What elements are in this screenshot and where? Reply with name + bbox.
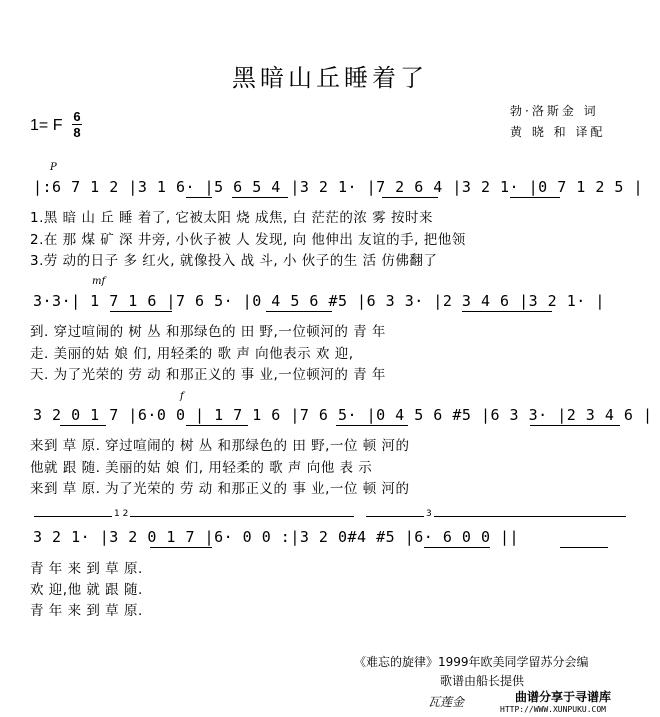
notation-line-1: |:6 7 1 2 |3 1 6· |5 6 5 4 |3 2 1· |7 2 6 4 |3 2 1· |0 7 1 2 5 | (33, 178, 643, 196)
dynamic-f: f (180, 391, 184, 402)
lyric-line-2-verse-2: 走. 美丽的姑 娘 们, 用轻柔的 歌 声 向他表示 欢 迎, (30, 346, 354, 362)
provider-credit: 歌谱由船长提供 (440, 674, 525, 688)
source-credit: 《难忘的旋律》1999年欧美同学留苏分会编 (354, 655, 589, 669)
volta-label-1-2: 1 2 (114, 509, 129, 519)
beam-3b (186, 425, 248, 426)
notation-line-2: 3·3·| 1 7 1 6 |7 6 5· |0 4 5 6 #5 |6 3 3· |2 3 4 6 |3 2 1· | (33, 292, 605, 310)
volta-label-3: 3 (426, 509, 432, 519)
signature: 瓦莲金 (428, 695, 465, 709)
dynamic-p: P (50, 162, 57, 173)
beam-3a (60, 425, 106, 426)
volta-bracket-1-2 (34, 516, 354, 517)
lyric-line-3-verse-2: 他就 跟 随. 美丽的姑 娘 们, 用轻柔的 歌 声 向他 表 示 (30, 460, 373, 476)
watermark-url: HTTP://WWW.XUNPUKU.COM (500, 705, 606, 714)
lyric-line-3-verse-1: 来到 草 原. 穿过喧闹的 树 丛 和那绿色的 田 野,一位 顿 河的 (30, 438, 410, 454)
lyric-line-4-verse-1: 青 年 来 到 草 原. (30, 561, 143, 577)
lyric-line-4-verse-3: 青 年 来 到 草 原. (30, 603, 143, 619)
translator-credit: 黄 晓 和 译配 (510, 125, 606, 139)
beam-1c (382, 197, 438, 198)
beam-3d (530, 425, 620, 426)
volta-bracket-3 (366, 516, 626, 517)
lyricist-credit: 勃·洛斯金 词 (510, 104, 599, 118)
time-signature-top: 6 (73, 109, 81, 124)
lyric-line-1-verse-3: 3.劳 动的日子 多 红火, 就像投入 战 斗, 小 伙子的生 活 仿佛翻了 (30, 253, 438, 269)
beam-4b (424, 547, 490, 548)
song-title: 黑暗山丘睡着了 (232, 64, 428, 92)
beam-4c (560, 547, 608, 548)
beam-3c (336, 425, 408, 426)
beam-1b (232, 197, 288, 198)
key-signature: 1= F (30, 117, 63, 134)
lyric-line-4-verse-2: 欢 迎,他 就 跟 随. (30, 582, 143, 598)
notation-line-3: 3 2 0 1 7 |6·0 0 | 1 7 1 6 |7 6 5· |0 4 5 6 #5 |6 3 3· |2 3 4 6 | (33, 406, 653, 424)
beam-2b (266, 311, 332, 312)
beam-4a (150, 547, 212, 548)
beam-2a (110, 311, 172, 312)
lyric-line-3-verse-3: 来到 草 原. 为了光荣的 劳 动 和那正义的 事 业,一位 顿 河的 (30, 481, 410, 497)
lyric-line-2-verse-1: 到. 穿过喧闹的 树 丛 和那绿色的 田 野,一位顿河的 青 年 (30, 324, 386, 340)
time-signature-bottom: 8 (73, 125, 81, 140)
notation-line-4: 3 2 1· |3 2 0 1 7 |6· 0 0 :|3 2 0#4 #5 |6· 6 0 0 || (33, 528, 520, 546)
beam-2c (462, 311, 552, 312)
lyric-line-1-verse-1: 1.黑 暗 山 丘 睡 着了, 它被太阳 烧 成焦, 白 茫茫的浓 雾 按时来 (30, 210, 433, 226)
beam-1a (186, 197, 212, 198)
watermark-text: 曲谱分享于寻谱库 (515, 690, 612, 704)
time-signature (72, 110, 82, 139)
dynamic-mf: mf (92, 276, 106, 287)
beam-1d (510, 197, 560, 198)
lyric-line-2-verse-3: 天. 为了光荣的 劳 动 和那正义的 事 业,一位顿河的 青 年 (30, 367, 386, 383)
lyric-line-1-verse-2: 2.在 那 煤 矿 深 井旁, 小伙子被 人 发现, 向 他伸出 友谊的手, 把他领 (30, 232, 466, 248)
